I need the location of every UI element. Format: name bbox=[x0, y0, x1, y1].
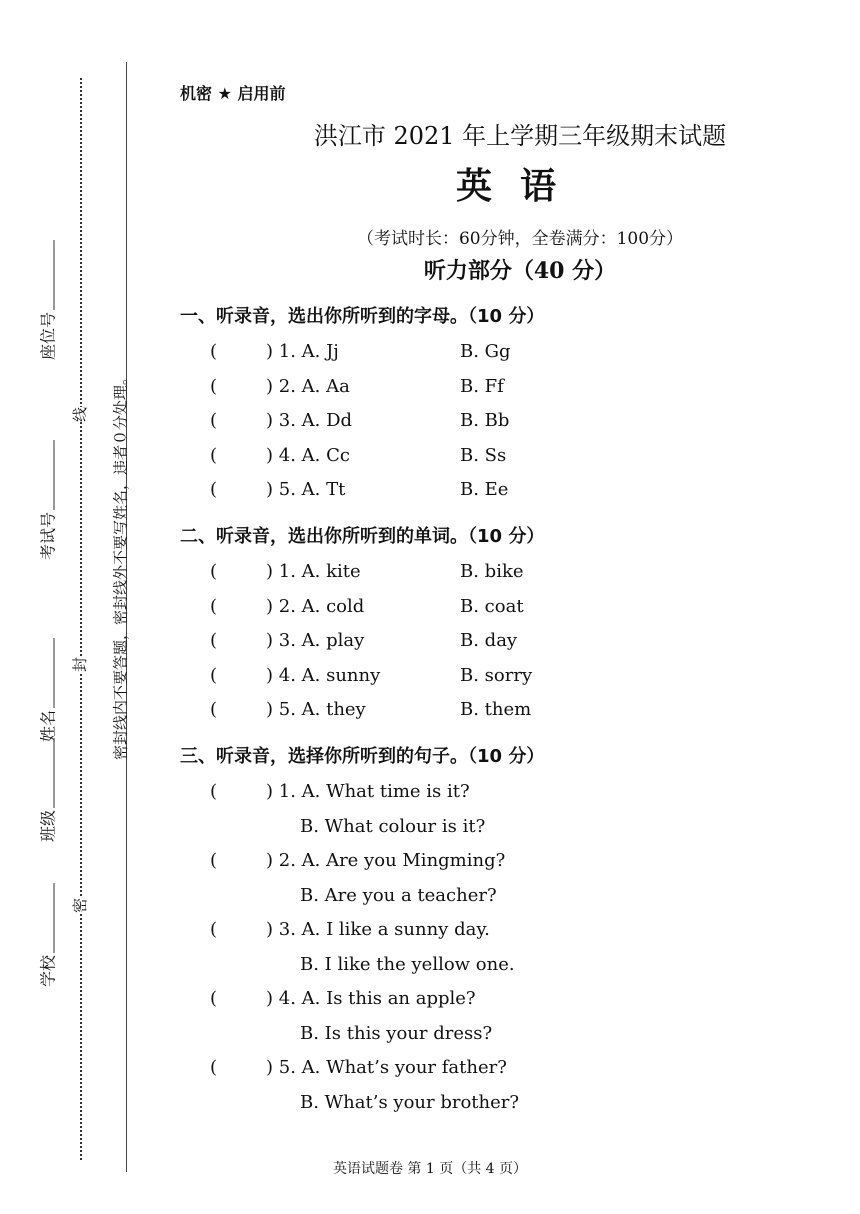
class-label: 班级 bbox=[38, 809, 58, 843]
section-3-question-1-option-b: B. What colour is it? bbox=[300, 816, 486, 837]
section-3-question-4-option-b: B. Is this your dress? bbox=[300, 1023, 493, 1044]
exam-info: （考试时长：60分钟，全卷满分：100分） bbox=[356, 229, 684, 249]
class-blank[interactable] bbox=[40, 738, 55, 808]
exam-number-blank[interactable] bbox=[40, 440, 55, 510]
section-1-heading: 一、听录音，选出你所听到的字母。（10 分） bbox=[180, 306, 545, 327]
school-field[interactable] bbox=[36, 883, 59, 987]
subject-title: 英语 bbox=[455, 166, 584, 207]
school-blank[interactable] bbox=[40, 883, 55, 953]
part-title: 听力部分（40 分） bbox=[423, 258, 617, 284]
section-3-heading: 三、听录音，选择你所听到的句子。（10 分） bbox=[180, 746, 545, 767]
section-3-question-3-option-b: B. I like the yellow one. bbox=[300, 954, 515, 975]
school-label: 学校 bbox=[38, 954, 58, 988]
secret-label: 机密 ★ 启用前 bbox=[180, 84, 286, 103]
exam-title: 洪江市 2021 年上学期三年级期末试题 bbox=[313, 122, 727, 150]
name-label: 姓名 bbox=[38, 709, 58, 743]
section-2-heading: 二、听录音，选出你所听到的单词。（10 分） bbox=[180, 526, 545, 547]
exam-number-label: 考试号 bbox=[38, 511, 58, 561]
seal-char-line: 线 bbox=[67, 407, 92, 422]
page-footer: 英语试题卷 第 1 页（共 4 页） bbox=[332, 1161, 528, 1177]
seal-warning: 密封线内不要答题，密封线外不要写姓名，违者０分处理。 bbox=[111, 369, 130, 761]
seal-char-secret: 密 bbox=[67, 898, 92, 913]
section-3-question-5-option-b: B. What’s your brother? bbox=[300, 1092, 520, 1113]
seal-char-seal: 封 bbox=[67, 657, 92, 672]
exam-number-field[interactable] bbox=[36, 440, 59, 560]
class-field[interactable] bbox=[36, 738, 59, 842]
section-3-question-2-option-b: B. Are you a teacher? bbox=[300, 885, 497, 906]
name-field[interactable] bbox=[36, 638, 59, 742]
name-blank[interactable] bbox=[40, 638, 55, 708]
seat-number-label: 座位号 bbox=[38, 311, 58, 361]
